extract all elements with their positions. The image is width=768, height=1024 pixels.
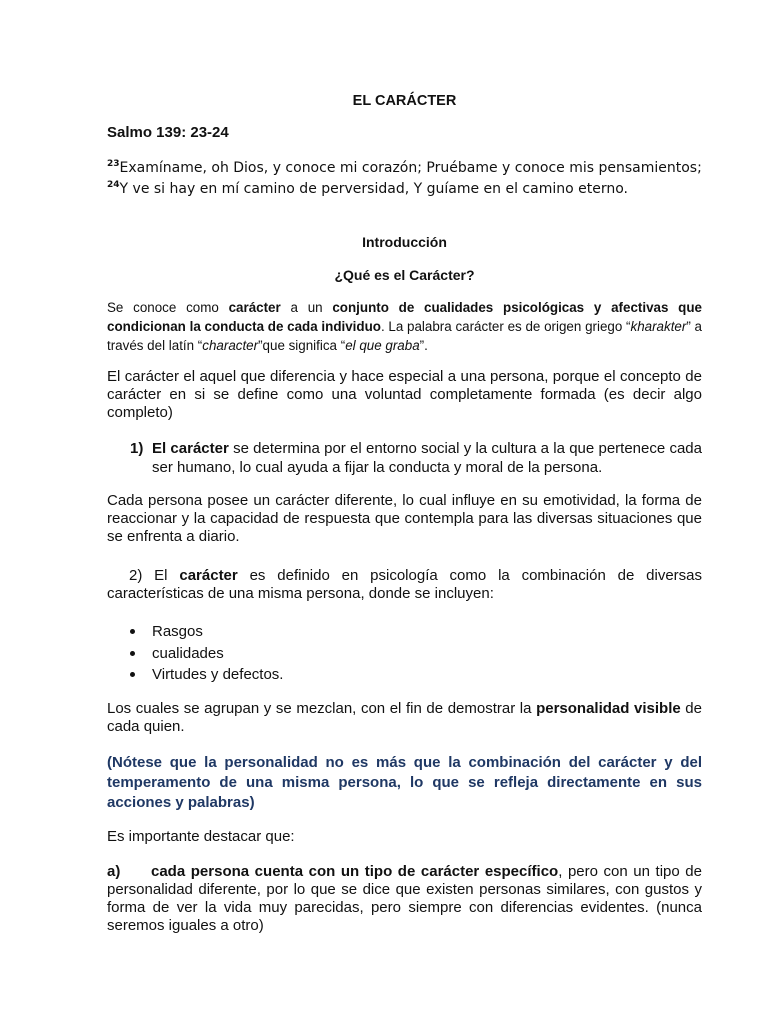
paragraph-definition: Se conoce como carácter a un conjunto de cualidades psicológicas y afectivas que condicionan la conducta de cada individuo. La palabra carácter es de origen griego “kharakter” a través del latín “character”que significa “el que graba”.	[107, 300, 702, 353]
list-item: Rasgos	[130, 621, 283, 643]
bullet-icon	[130, 651, 135, 656]
list-item: cualidades	[130, 643, 283, 665]
intro-heading: Introducción	[362, 234, 447, 250]
list-item-1: El carácter se determina por el entorno social y la cultura a la que pertenece cada ser humano, lo cual ayuda a fijar la conducta y moral de la persona.	[152, 440, 702, 476]
psalm-reference: Salmo 139: 23-24	[107, 124, 229, 141]
document-title: EL CARÁCTER	[352, 93, 457, 109]
list-number-1: 1)	[130, 440, 144, 457]
bullet-icon	[130, 629, 135, 634]
verses	[107, 158, 727, 200]
question-heading: ¿Qué es el Carácter?	[334, 267, 475, 283]
paragraph-character-concept: El carácter el aquel que diferencia y hace especial a una persona, porque el concepto de carácter en si se define como una voluntad completamente formada (es decir algo completo)	[107, 368, 702, 421]
verse-24: $^{24}$Y ve si hay en mí camino de perversidad, Y guíame en el camino eterno.	[107, 180, 628, 197]
verse-23: $^{23}$Examíname, oh Dios, y conoce mi corazón; Pruébame y conoce mis pensamientos;	[107, 159, 702, 176]
list-item-a: a) cada persona cuenta con un tipo de carácter específico, pero con un tipo de personalidad diferente, por lo que se dice que existen personas similares, con gustos y forma de ver la vida muy parecidas, pero siempre con diferencias evidentes. (nunca seremos iguales a otro)	[107, 863, 702, 934]
list-item-2: 2) El carácter es definido en psicología como la combinación de diversas características de una misma persona, donde se incluyen:	[107, 567, 703, 602]
list-item: Virtudes y defectos.	[130, 664, 283, 686]
bullet-icon	[130, 672, 135, 677]
paragraph-important: Es importante destacar que:	[107, 828, 295, 845]
paragraph-personality: Los cuales se agrupan y se mezclan, con el fin de demostrar la personalidad visible de cada quien.	[107, 700, 702, 735]
note-paragraph: (Nótese que la personalidad no es más que la combinación del carácter y del temperamento de una misma persona, lo que se refleja directamente en sus acciones y palabras)	[107, 754, 702, 811]
paragraph-emotivity: Cada persona posee un carácter diferente, lo cual influye en su emotividad, la forma de reaccionar y la capacidad de respuesta que contempla para las diversas situaciones que se enfrenta a diario.	[107, 492, 702, 545]
traits-list	[130, 621, 283, 686]
